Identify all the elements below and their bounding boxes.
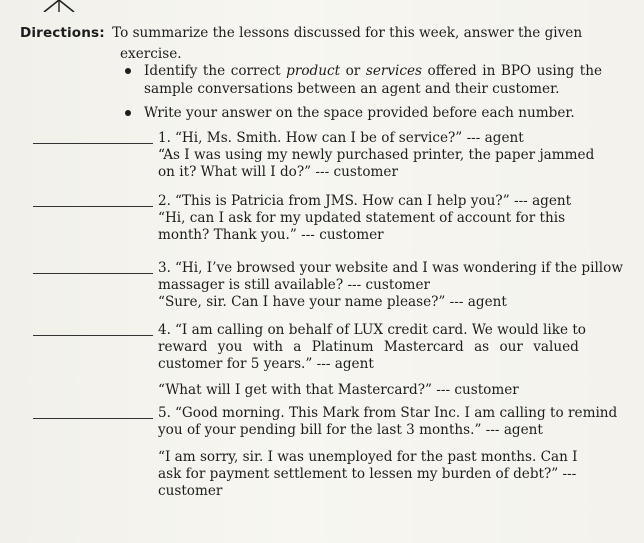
question-number: 1. [158,130,171,146]
instruction-item: Identify the correct product or services offered in BPO using the sample conversations between an agent and their customer. [122,62,602,98]
question-number: 5. [158,405,171,421]
question-number: 3. [158,260,171,276]
bullet-icon [125,110,131,116]
question-body: 1. “Hi, Ms. Smith. How can I be of service?” --- agent “As I was using my newly purchased printer, the paper jammed on it? What will I do?” --- customer [158,130,595,180]
question-body: 3. “Hi, I’ve browsed your website and I was wondering if the pillow massager is still available? --- customer “Sure, sir. Can I have your name please?” --- agent [158,260,623,310]
bullet-icon [125,68,131,74]
question-number: 2. [158,193,171,209]
answer-blank[interactable] [33,273,153,274]
directions-text: To summarize the lessons discussed for this week, answer the given [112,25,583,41]
instruction-list [122,62,602,128]
question-body: 4. “I am calling on behalf of LUX credit card. We would like to reward you with a Platinum Mastercard as our valued customer for 5 years.” --- agent “What will I get with that Mastercard?” --- customer [158,322,586,398]
answer-blank[interactable] [33,418,153,419]
instruction-item: Write your answer on the space provided before each number. [122,104,602,122]
answer-blank[interactable] [33,335,153,336]
directions-text-continued: exercise. [120,46,182,62]
directions-line [20,24,610,42]
question-body: 5. “Good morning. This Mark from Star Inc. I am calling to remind you of your pending bill for the last 3 months.” --- agent “I am sorry, sir. I was unemployed for the past months. Can I ask for payment settlement to lessen my burden of debt?” --- customer [158,405,618,499]
answer-blank[interactable] [33,143,153,144]
question-number: 4. [158,322,171,338]
answer-blank[interactable] [33,206,153,207]
question-body: 2. “This is Patricia from JMS. How can I help you?” --- agent “Hi, can I ask for my updated statement of account for this month? Thank you.” --- customer [158,193,572,243]
directions-label: Directions: [20,25,105,41]
decorative-mark-icon [42,0,76,12]
